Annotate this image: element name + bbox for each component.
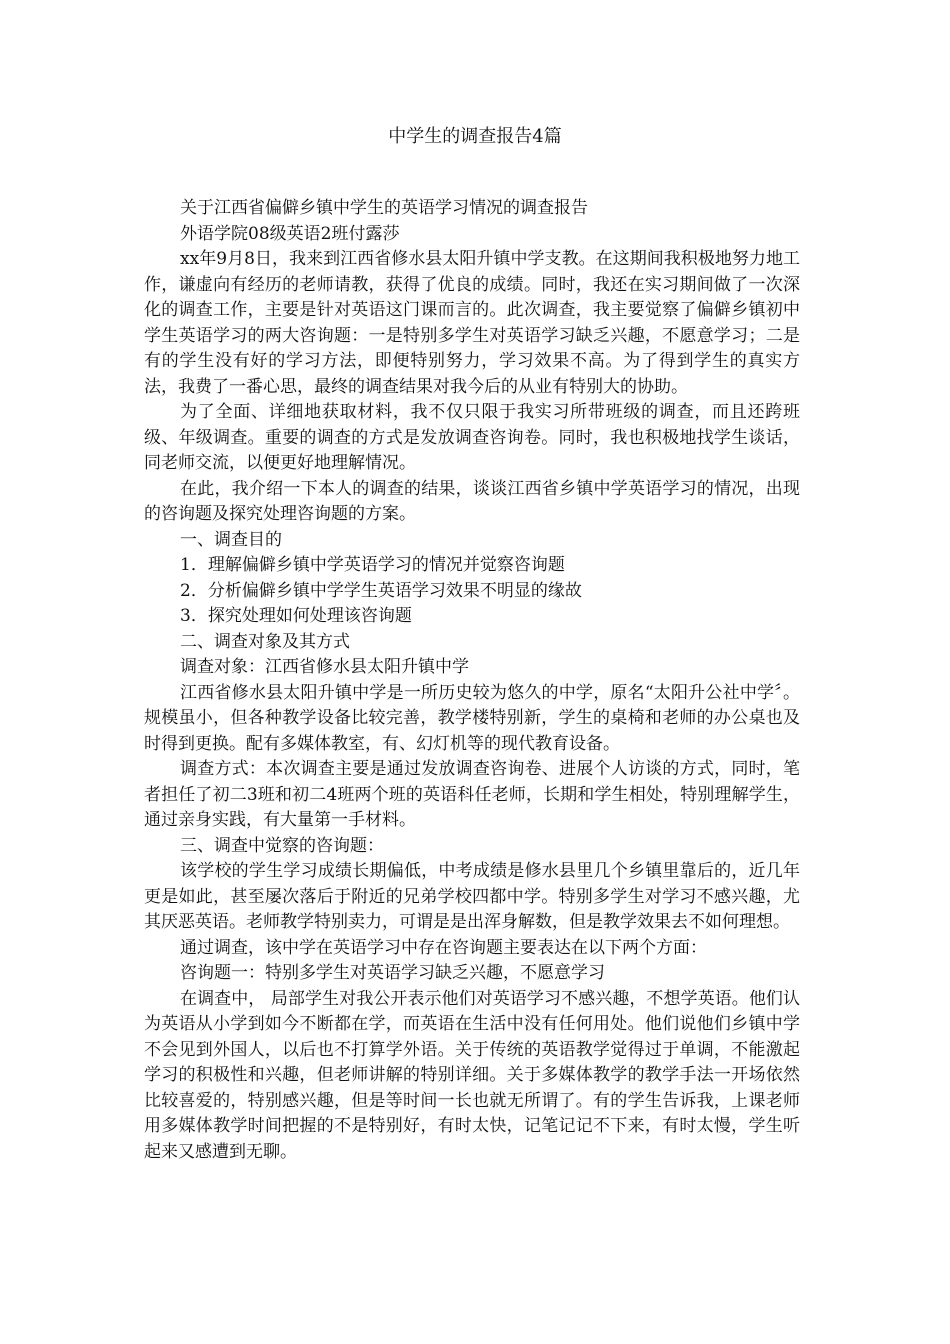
document-body bbox=[144, 196, 800, 1165]
paragraph: 在调查中， 局部学生对我公开表示他们对英语学习不感兴趣，不想学英语。他们认为英语从小学到如今不断都在学，而英语在生活中没有任何用处。他们说他们乡镇中学不会见到外国人，以后也不打算学外语。关于传统的英语教学觉得过于单调，不能激起学习的积极性和兴趣，但老师讲解的特别详细。关于多媒体教学的教学手法一开场依然比较喜爱的，特别感兴趣，但是等时间一长也就无所谓了。有的学生告诉我，上课老师用多媒体教学时间把握的不是特别好，有时太快，记笔记记不下来，有时太慢，学生听起来又感遭到无聊。 bbox=[144, 988, 800, 1162]
paragraph: 通过调查，该中学在英语学习中存在咨询题主要表达在以下两个方面： bbox=[180, 937, 707, 958]
list-item: 3．探究处理如何处理该咨询题 bbox=[180, 606, 412, 626]
paragraph-author: 外语学院08级英语2班付露莎 bbox=[180, 223, 400, 244]
paragraph: 调查方式：本次调查主要是通过发放调查咨询卷、进展个人访谈的方式，同时，笔者担任了初二3班和初二4班两个班的英语科任老师，长期和学生相处，特别理解学生，通过亲身实践，有大量第一手材料。 bbox=[144, 759, 800, 830]
paragraph: 江西省修水县太阳升镇中学是一所历史较为悠久的中学，原名“太阳升公社中学〞。规模虽小，但各种教学设备比较完善，教学楼特别新，学生的桌椅和老师的办公桌也及时得到更换。配有多媒体教室，有、幻灯机等的现代教育设备。 bbox=[144, 682, 800, 754]
paragraph: 在此，我介绍一下本人的调查的结果，谈谈江西省乡镇中学英语学习的情况，出现的咨询题及探究处理咨询题的方案。 bbox=[144, 478, 800, 524]
paragraph: 该学校的学生学习成绩长期偏低，中考成绩是修水县里几个乡镇里靠后的，近几年更是如此，甚至屡次落后于附近的兄弟学校四都中学。特别多学生对学习不感兴趣，尤其厌恶英语。老师教学特别卖力，可谓是是出浑身解数，但是教学效果去不如何理想。 bbox=[144, 861, 800, 932]
paragraph-report-title: 关于江西省偏僻乡镇中学生的英语学习情况的调查报告 bbox=[180, 198, 588, 218]
section-heading: 二、调查对象及其方式 bbox=[180, 631, 350, 652]
paragraph: 为了全面、详细地获取材料，我不仅只限于我实习所带班级的调查，而且还跨班级、年级调查。重要的调查的方式是发放调查咨询卷。同时，我也积极地找学生谈话，同老师交流，以便更好地理解情况。 bbox=[144, 402, 800, 473]
paragraph: 调查对象：江西省修水县太阳升镇中学 bbox=[180, 657, 469, 677]
paragraph: xx年9月8日，我来到江西省修水县太阳升镇中学支教。在这期间我积极地努力地工作，谦虚向有经历的老师请教，获得了优良的成绩。同时，我还在实习期间做了一次深化的调查工作，主要是针对英语这门课而言的。此次调查，我主要觉察了偏僻乡镇初中学生英语学习的两大咨询题：一是特别多学生对英语学习缺乏兴趣，不愿意学习；二是有的学生没有好的学习方法，即便特别努力，学习效果不高。为了得到学生的真实方法，我费了一番心思，最终的调查结果对我今后的从业有特别大的协助。 bbox=[144, 249, 800, 397]
subsection-heading: 咨询题一：特别多学生对英语学习缺乏兴趣，不愿意学习 bbox=[180, 963, 605, 983]
section-heading: 三、调查中觉察的咨询题： bbox=[180, 835, 384, 856]
list-item: 2．分析偏僻乡镇中学学生英语学习效果不明显的缘故 bbox=[180, 580, 582, 601]
list-item: 1．理解偏僻乡镇中学英语学习的情况并觉察咨询题 bbox=[180, 555, 565, 575]
document-title: 中学生的调查报告4篇 bbox=[388, 126, 562, 147]
section-heading: 一、调查目的 bbox=[180, 529, 282, 550]
